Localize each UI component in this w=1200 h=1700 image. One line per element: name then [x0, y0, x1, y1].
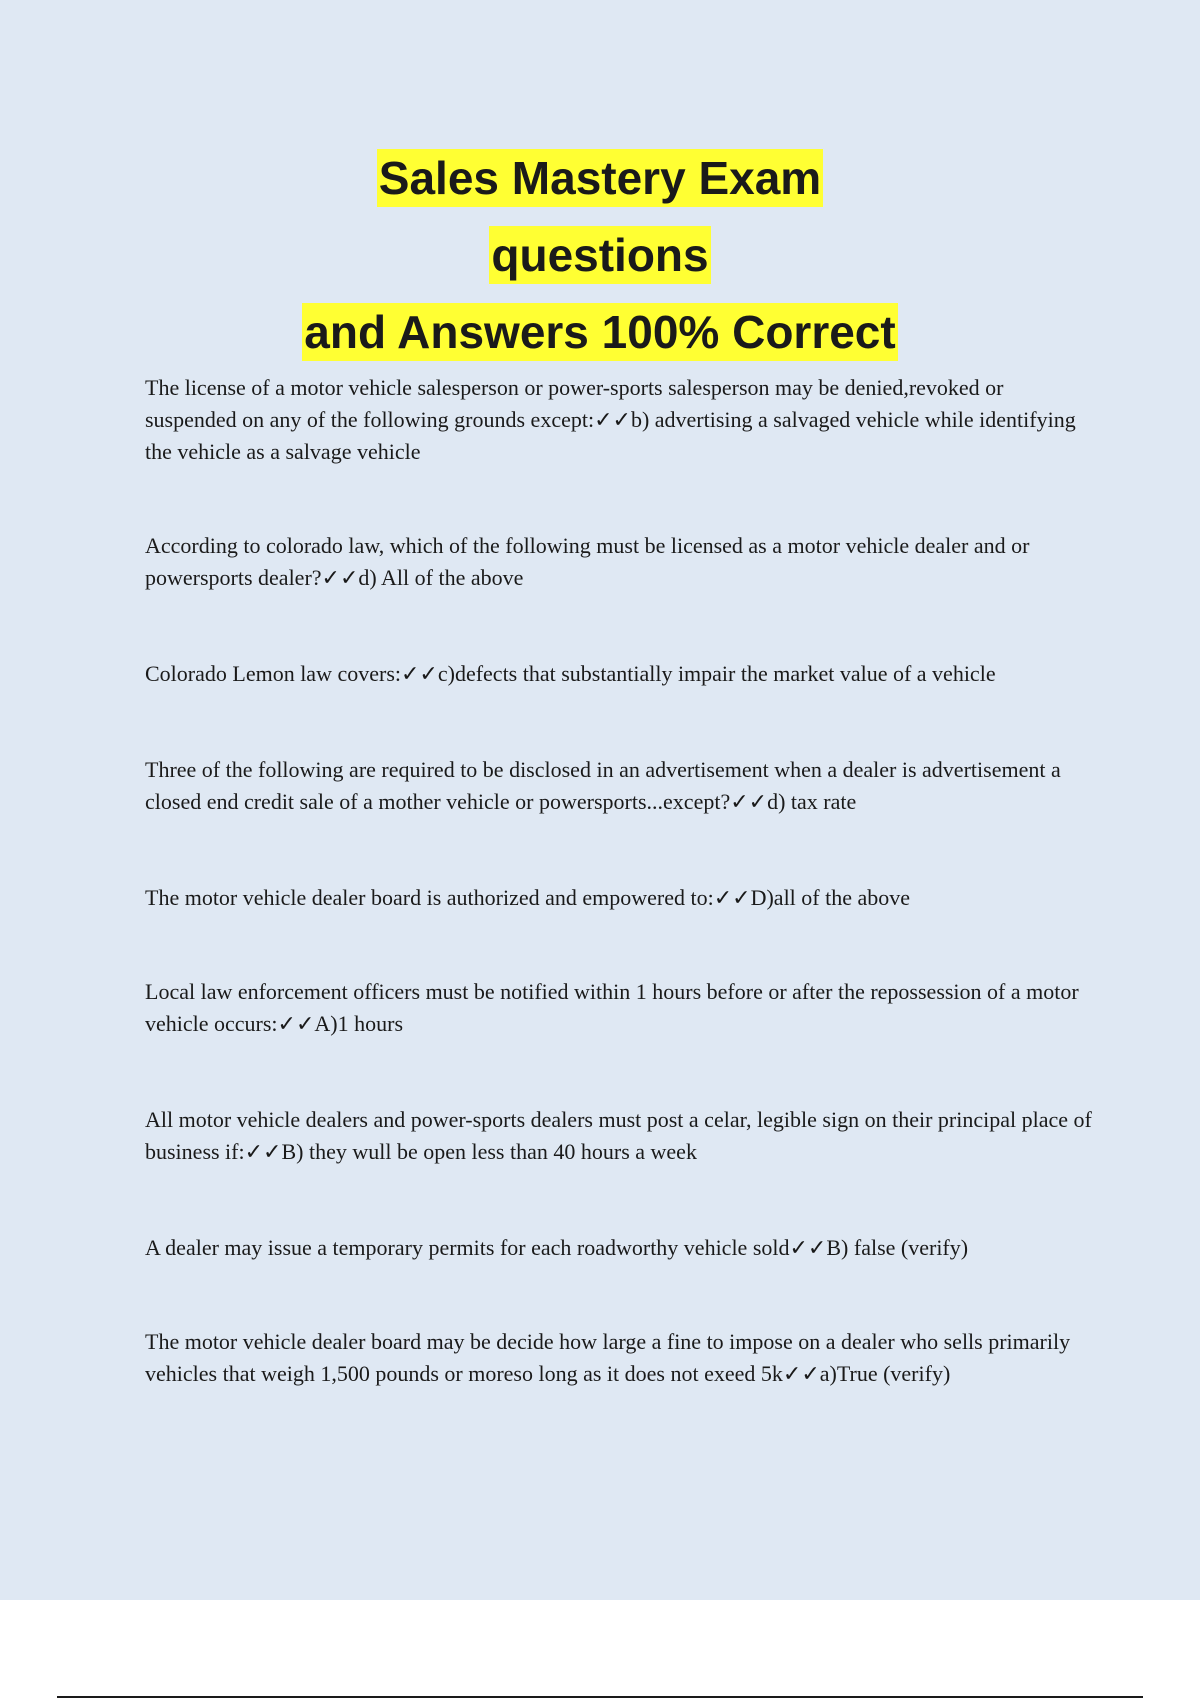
- title-line-1: [0, 140, 1200, 217]
- qa-item-1: The license of a motor vehicle salesperson or power-sports salesperson may be denied,revoked or suspended on any of the following grounds except:✓✓b) advertising a salvaged vehicle while identifying the vehicle as a salvage vehicle: [145, 375, 1076, 464]
- qa-item-6: Local law enforcement officers must be notified within 1 hours before or after the repossession of a motor vehicle occurs:✓✓A)1 hours: [145, 979, 1079, 1036]
- qa-item-2: According to colorado law, which of the following must be licensed as a motor vehicle dealer and or powersports dealer?✓✓d) All of the above: [145, 533, 1030, 590]
- title-line-1-text: Sales Mastery Exam: [377, 149, 823, 207]
- qa-item-9: The motor vehicle dealer board may be decide how large a fine to impose on a dealer who sells primarily vehicles that weigh 1,500 pounds or moreso long as it does not exeed 5k✓✓a)True (verify): [145, 1329, 1071, 1386]
- title-line-2-text: questions: [489, 226, 710, 284]
- qa-item-7: All motor vehicle dealers and power-sports dealers must post a celar, legible sign on their principal place of business if:✓✓B) they wull be open less than 40 hours a week: [145, 1107, 1092, 1164]
- title-line-2: [0, 217, 1200, 294]
- title-line-3: [0, 294, 1200, 371]
- qa-item-4: Three of the following are required to be disclosed in an advertisement when a dealer is advertisement a closed end credit sale of a mother vehicle or powersports...except?✓✓d) tax rate: [145, 757, 1061, 814]
- title-line-3-text: and Answers 100% Correct: [302, 303, 897, 361]
- document-title: [0, 140, 1200, 371]
- qa-item-5: The motor vehicle dealer board is authorized and empowered to:✓✓D)all of the above: [145, 885, 911, 910]
- qa-item-3: Colorado Lemon law covers:✓✓c)defects that substantially impair the market value of a vehicle: [145, 661, 996, 686]
- qa-item-8: A dealer may issue a temporary permits for each roadworthy vehicle sold✓✓B) false (verify): [145, 1235, 969, 1260]
- footer-divider: [57, 1696, 1143, 1698]
